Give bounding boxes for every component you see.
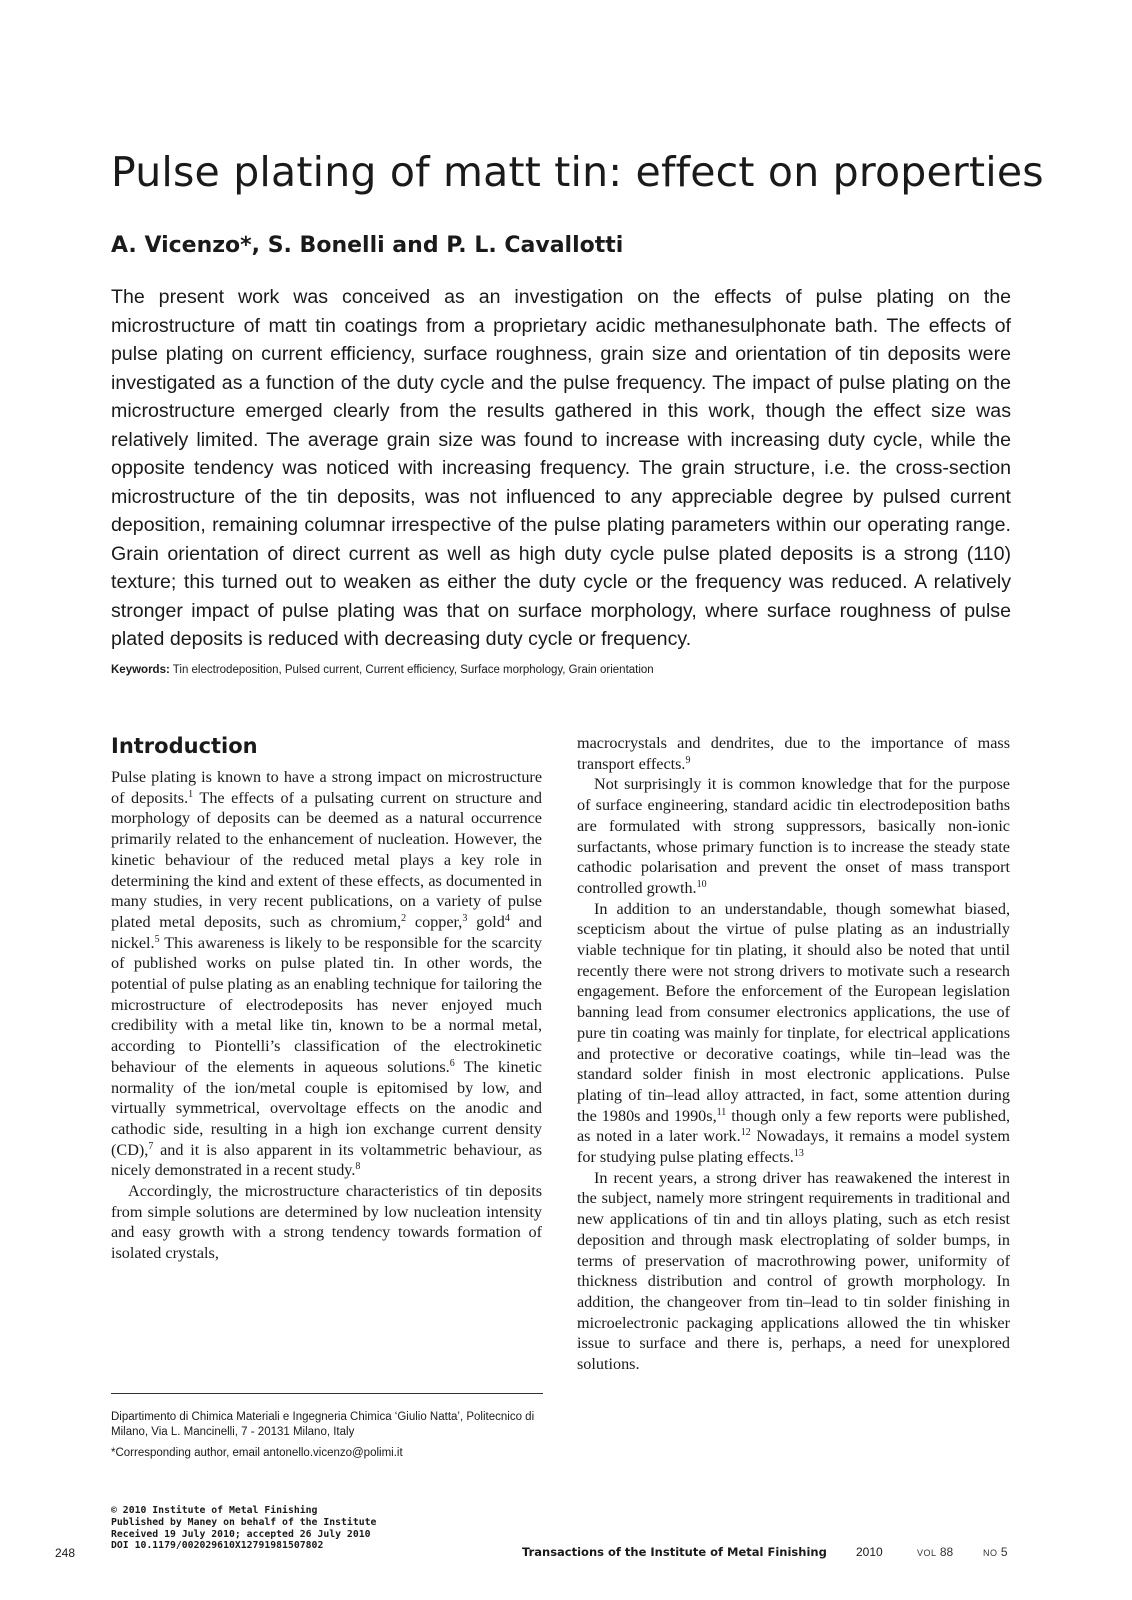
citation: 2 <box>401 912 407 924</box>
paragraph: Pulse plating is known to have a strong impact on microstructure of deposits.$^1$ The effects of a pulsating current on structure and morphology of deposits can be deemed as a natural occurrence primarily related to the enhancement of nucleation. However, the kinetic behaviour of the reduced metal plays a key role in determining the kind and extent of these effects, as documented in many studies, in very recent publications, on a variety of pulse plated metal deposits, such as chromium,$^2$ copper,$^3$ gold$^4$ and nickel.$^5$ This awareness is likely to be responsible for the scarcity of published works on pulse plated tin. In other words, the potential of pulse plating as an enabling technique for tailoring the microstructure of electrodeposits has never enjoyed much credibility with a metal like tin, known to be a normal metal, according to Piontelli’s classification of the electrokinetic behaviour of the elements in aqueous solutions.$^6$ The kinetic normality of the ion/metal couple is epitomised by low, and virtually symmetrical, overvoltage effects on the anodic and cathodic side, resulting in a high ion exchange current density (CD),$^7$ and it is also apparent in its voltammetric behaviour, as nicely demonstrated in a recent study.$^8$ <box>111 768 543 1180</box>
doi-line: DOI 10.1179/002029610X12791981507802 <box>111 1540 324 1552</box>
journal-issue <box>983 1545 1008 1559</box>
journal-volume <box>917 1545 953 1559</box>
citation: 4 <box>504 912 510 924</box>
issue-label: NO <box>983 1548 998 1558</box>
received-line: Received 19 July 2010; accepted 26 July 2010 <box>111 1528 371 1540</box>
citation: 12 <box>740 1127 751 1139</box>
paper-title: Pulse plating of matt tin: effect on properties <box>111 148 1044 196</box>
keywords <box>111 664 1011 676</box>
keywords-text: Tin electrodeposition, Pulsed current, Current efficiency, Surface morphology, Grain orientation <box>172 664 654 676</box>
volume-number: 88 <box>939 1545 954 1559</box>
corresponding-author-footnote: *Corresponding author, email antonello.vicenzo@polimi.it <box>111 1447 403 1459</box>
citation: 8 <box>355 1161 361 1173</box>
citation: 3 <box>462 912 468 924</box>
paragraph: Not surprisingly it is common knowledge that for the purpose of surface engineering, standard acidic tin electrodeposition baths are formulated with strong suppressors, basically non-ionic surfactants, whose primary function is to increase the steady state cathodic polarisation and prevent the onset of mass transport controlled growth.$^{10}$ <box>577 775 1010 897</box>
paragraph: macrocrystals and dendrites, due to the importance of mass transport effects.$^9$ <box>577 734 1010 773</box>
journal-year: 2010 <box>856 1545 883 1559</box>
copyright-line: © 2010 Institute of Metal Finishing <box>111 1505 318 1516</box>
right-column <box>577 733 1010 1375</box>
footnote-divider <box>111 1393 543 1394</box>
keywords-label: Keywords: <box>111 664 170 676</box>
citation: 7 <box>148 1140 154 1152</box>
affiliation-footnote: Dipartimento di Chimica Materiali e Ingegneria Chimica ‘Giulio Natta’, Politecnico di Milano, Via L. Mancinelli, 7 - 20131 Milano, Italy <box>111 1411 535 1438</box>
left-column <box>111 767 542 1264</box>
author-list: A. Vicenzo*, S. Bonelli and P. L. Cavallotti <box>111 233 624 258</box>
citation: 13 <box>793 1148 804 1160</box>
citation: 6 <box>449 1057 455 1069</box>
citation: 10 <box>696 878 707 890</box>
journal-name: Transactions of the Institute of Metal Finishing <box>522 1545 827 1559</box>
citation: 11 <box>716 1106 727 1118</box>
citation: 5 <box>154 933 160 945</box>
abstract: The present work was conceived as an investigation on the effects of pulse plating on the microstructure of matt tin coatings from a proprietary acidic methanesulphonate bath. The effects of pulse plating on current efficiency, surface roughness, grain size and orientation of tin deposits were investigated as a function of the duty cycle and the pulse frequency. The impact of pulse plating on the microstructure emerged clearly from the results gathered in this work, though the effect size was relatively limited. The average grain size was found to increase with increasing duty cycle, while the opposite tendency was noticed with increasing frequency. The grain structure, i.e. the cross-section microstructure of the tin deposits, was not influenced to any appreciable degree by pulsed current deposition, remaining columnar irrespective of the pulse plating parameters within our operating range. Grain orientation of direct current as well as high duty cycle pulse plated deposits is a strong (110) texture; this turned out to weaken as either the duty cycle or the frequency was reduced. A relatively stronger impact of pulse plating was that on surface morphology, where surface roughness of pulse plated deposits is reduced with decreasing duty cycle or frequency. <box>111 286 1011 650</box>
citation: 1 <box>188 788 194 800</box>
citation: 9 <box>685 754 691 766</box>
paragraph: In recent years, a strong driver has reawakened the interest in the subject, namely more stringent requirements in traditional and new applications of tin and tin alloys plating, such as etch resist deposition and through mask electroplating of solder bumps, in terms of preservation of macrothrowing power, uniformity of thickness distribution and control of growth morphology. In addition, the changeover from tin–lead to tin solder finishing in microelectronic packaging applications allowed the tin whisker issue to surface and there is, perhaps, a need for unexplored solutions. <box>577 1168 1010 1374</box>
volume-label: VOL <box>917 1548 937 1558</box>
paragraph: In addition to an understandable, though somewhat biased, scepticism about the virtue of pulse plating as an industrially viable technique for tin plating, it should also be noted that until recently there were not strong drivers to motivate such a research engagement. Before the enforcement of the European legislation banning lead from consumer electronics applications, the use of pure tin coating was mainly for tinplate, for electrical applications and protective or decorative coatings, while tin–lead was the standard solder finish in most electronic applications. Pulse plating of tin–lead alloy attracted, in fact, some attention during the 1980s and 1990s,$^{11}$ though only a few reports were published, as noted in a later work.$^{12}$ Nowadays, it remains a model system for studying pulse plating effects.$^{13}$ <box>577 899 1011 1167</box>
section-heading-introduction: Introduction <box>111 734 258 758</box>
publisher-line: Published by Maney on behalf of the Institute <box>111 1516 377 1528</box>
issue-number: 5 <box>1000 1545 1008 1559</box>
page-number: 248 <box>55 1546 76 1560</box>
paragraph: Accordingly, the microstructure characteristics of tin deposits from simple solutions are determined by low nucleation intensity and easy growth with a strong tendency towards formation of isolated crystals, <box>111 1182 542 1263</box>
publication-info <box>111 1505 376 1552</box>
